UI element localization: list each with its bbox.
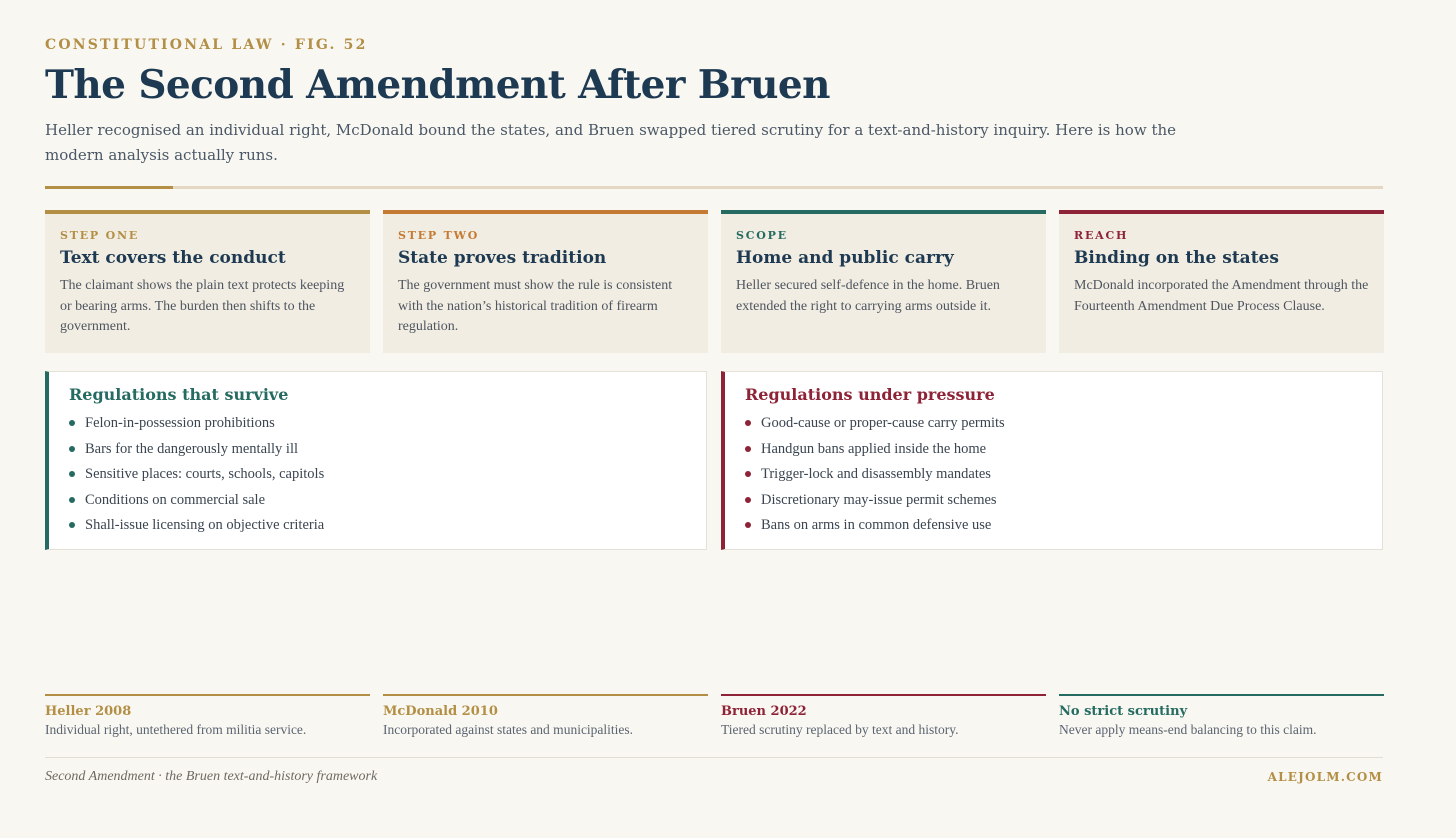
footer-caption: Second Amendment · the Bruen text-and-history framework — [45, 769, 378, 784]
list-item-text: Felon-in-possession prohibitions — [85, 415, 275, 431]
list-item-text: Bars for the dangerously mentally ill — [85, 440, 299, 457]
case-name: McDonald 2010 — [383, 704, 498, 719]
bullet-icon — [69, 446, 75, 452]
case-description: Individual right, untethered from militia service. — [45, 722, 307, 737]
list-item — [69, 413, 706, 439]
panel-title: Regulations under pressure — [745, 385, 995, 404]
footer-divider — [45, 757, 1383, 758]
list-item — [69, 490, 706, 516]
card-body: McDonald incorporated the Amendment through the Fourteenth Amendment Due Process Clause. — [1074, 278, 1369, 314]
case-heller — [45, 694, 370, 738]
eyebrow: CONSTITUTIONAL LAW · FIG. 52 — [45, 37, 368, 53]
list-item-text: Handgun bans applied inside the home — [761, 440, 987, 457]
bullet-icon — [69, 471, 75, 477]
panel-title: Regulations that survive — [69, 385, 289, 404]
bullet-icon — [69, 420, 75, 426]
card-label: REACH — [1074, 229, 1129, 242]
card-label: STEP TWO — [398, 229, 480, 242]
card-body: Heller secured self-defence in the home. Bruen extended the right to carrying arms outside it. — [736, 278, 1000, 314]
card-heading: Text covers the conduct — [60, 248, 286, 268]
page-subtitle: Heller recognised an individual right, McDonald bound the states, and Bruen swapped tiered scrutiny for a text-and-history inquiry. Here is how the modern analysis actually runs. — [45, 121, 1177, 164]
list-item-text: Discretionary may-issue permit schemes — [761, 491, 997, 508]
card-body: The claimant shows the plain text protects keeping or bearing arms. The burden then shifts to the government. — [60, 278, 345, 334]
card-step-one — [45, 210, 370, 353]
case-name: Heller 2008 — [45, 704, 132, 719]
card-label: SCOPE — [736, 229, 788, 242]
list-item-text: Conditions on commercial sale — [85, 491, 266, 508]
page-title: The Second Amendment After Bruen — [45, 62, 830, 108]
card-step-two — [383, 210, 708, 353]
panel-survive — [45, 371, 707, 550]
step-cards — [45, 210, 1383, 353]
list-item-text: Trigger-lock and disassembly mandates — [761, 466, 991, 482]
card-heading: State proves tradition — [398, 248, 607, 268]
case-name: Bruen 2022 — [721, 704, 807, 719]
card-reach — [1059, 210, 1384, 353]
case-mcdonald — [383, 694, 708, 738]
bullet-icon — [745, 471, 751, 477]
list-item-text: Shall-issue licensing on objective criteria — [85, 517, 325, 533]
case-name: No strict scrutiny — [1059, 704, 1188, 719]
bullet-icon — [745, 522, 751, 528]
list-item — [745, 464, 1382, 490]
survive-list — [69, 413, 706, 541]
case-description: Never apply means-end balancing to this claim. — [1059, 722, 1317, 737]
list-item — [745, 439, 1382, 465]
list-item — [69, 515, 706, 541]
bullet-icon — [69, 497, 75, 503]
card-body: The government must show the rule is consistent with the nation’s historical tradition of firearm regulation. — [398, 278, 673, 334]
footer-brand-link[interactable]: ALEJOLM.COM — [1267, 770, 1383, 784]
case-bruen — [721, 694, 1046, 738]
header-divider-accent — [45, 186, 173, 189]
card-label: STEP ONE — [60, 229, 140, 242]
list-item-text: Good-cause or proper-cause carry permits — [761, 415, 1005, 431]
list-item — [69, 464, 706, 490]
case-no-strict-scrutiny — [1059, 694, 1384, 738]
list-item — [745, 490, 1382, 516]
list-item-text: Sensitive places: courts, schools, capitols — [85, 466, 325, 482]
pressure-list — [745, 413, 1382, 541]
bullet-icon — [745, 420, 751, 426]
card-heading: Binding on the states — [1074, 248, 1279, 268]
bullet-icon — [69, 522, 75, 528]
case-description: Incorporated against states and municipalities. — [383, 722, 634, 737]
header-divider — [45, 186, 1383, 189]
case-description: Tiered scrutiny replaced by text and history. — [721, 722, 959, 737]
list-item — [745, 413, 1382, 439]
card-scope — [721, 210, 1046, 353]
bullet-icon — [745, 497, 751, 503]
panel-pressure — [721, 371, 1383, 550]
card-heading: Home and public carry — [736, 248, 954, 268]
list-item — [745, 515, 1382, 541]
list-item-text: Bans on arms in common defensive use — [761, 517, 992, 533]
bullet-icon — [745, 446, 751, 452]
list-item — [69, 439, 706, 465]
